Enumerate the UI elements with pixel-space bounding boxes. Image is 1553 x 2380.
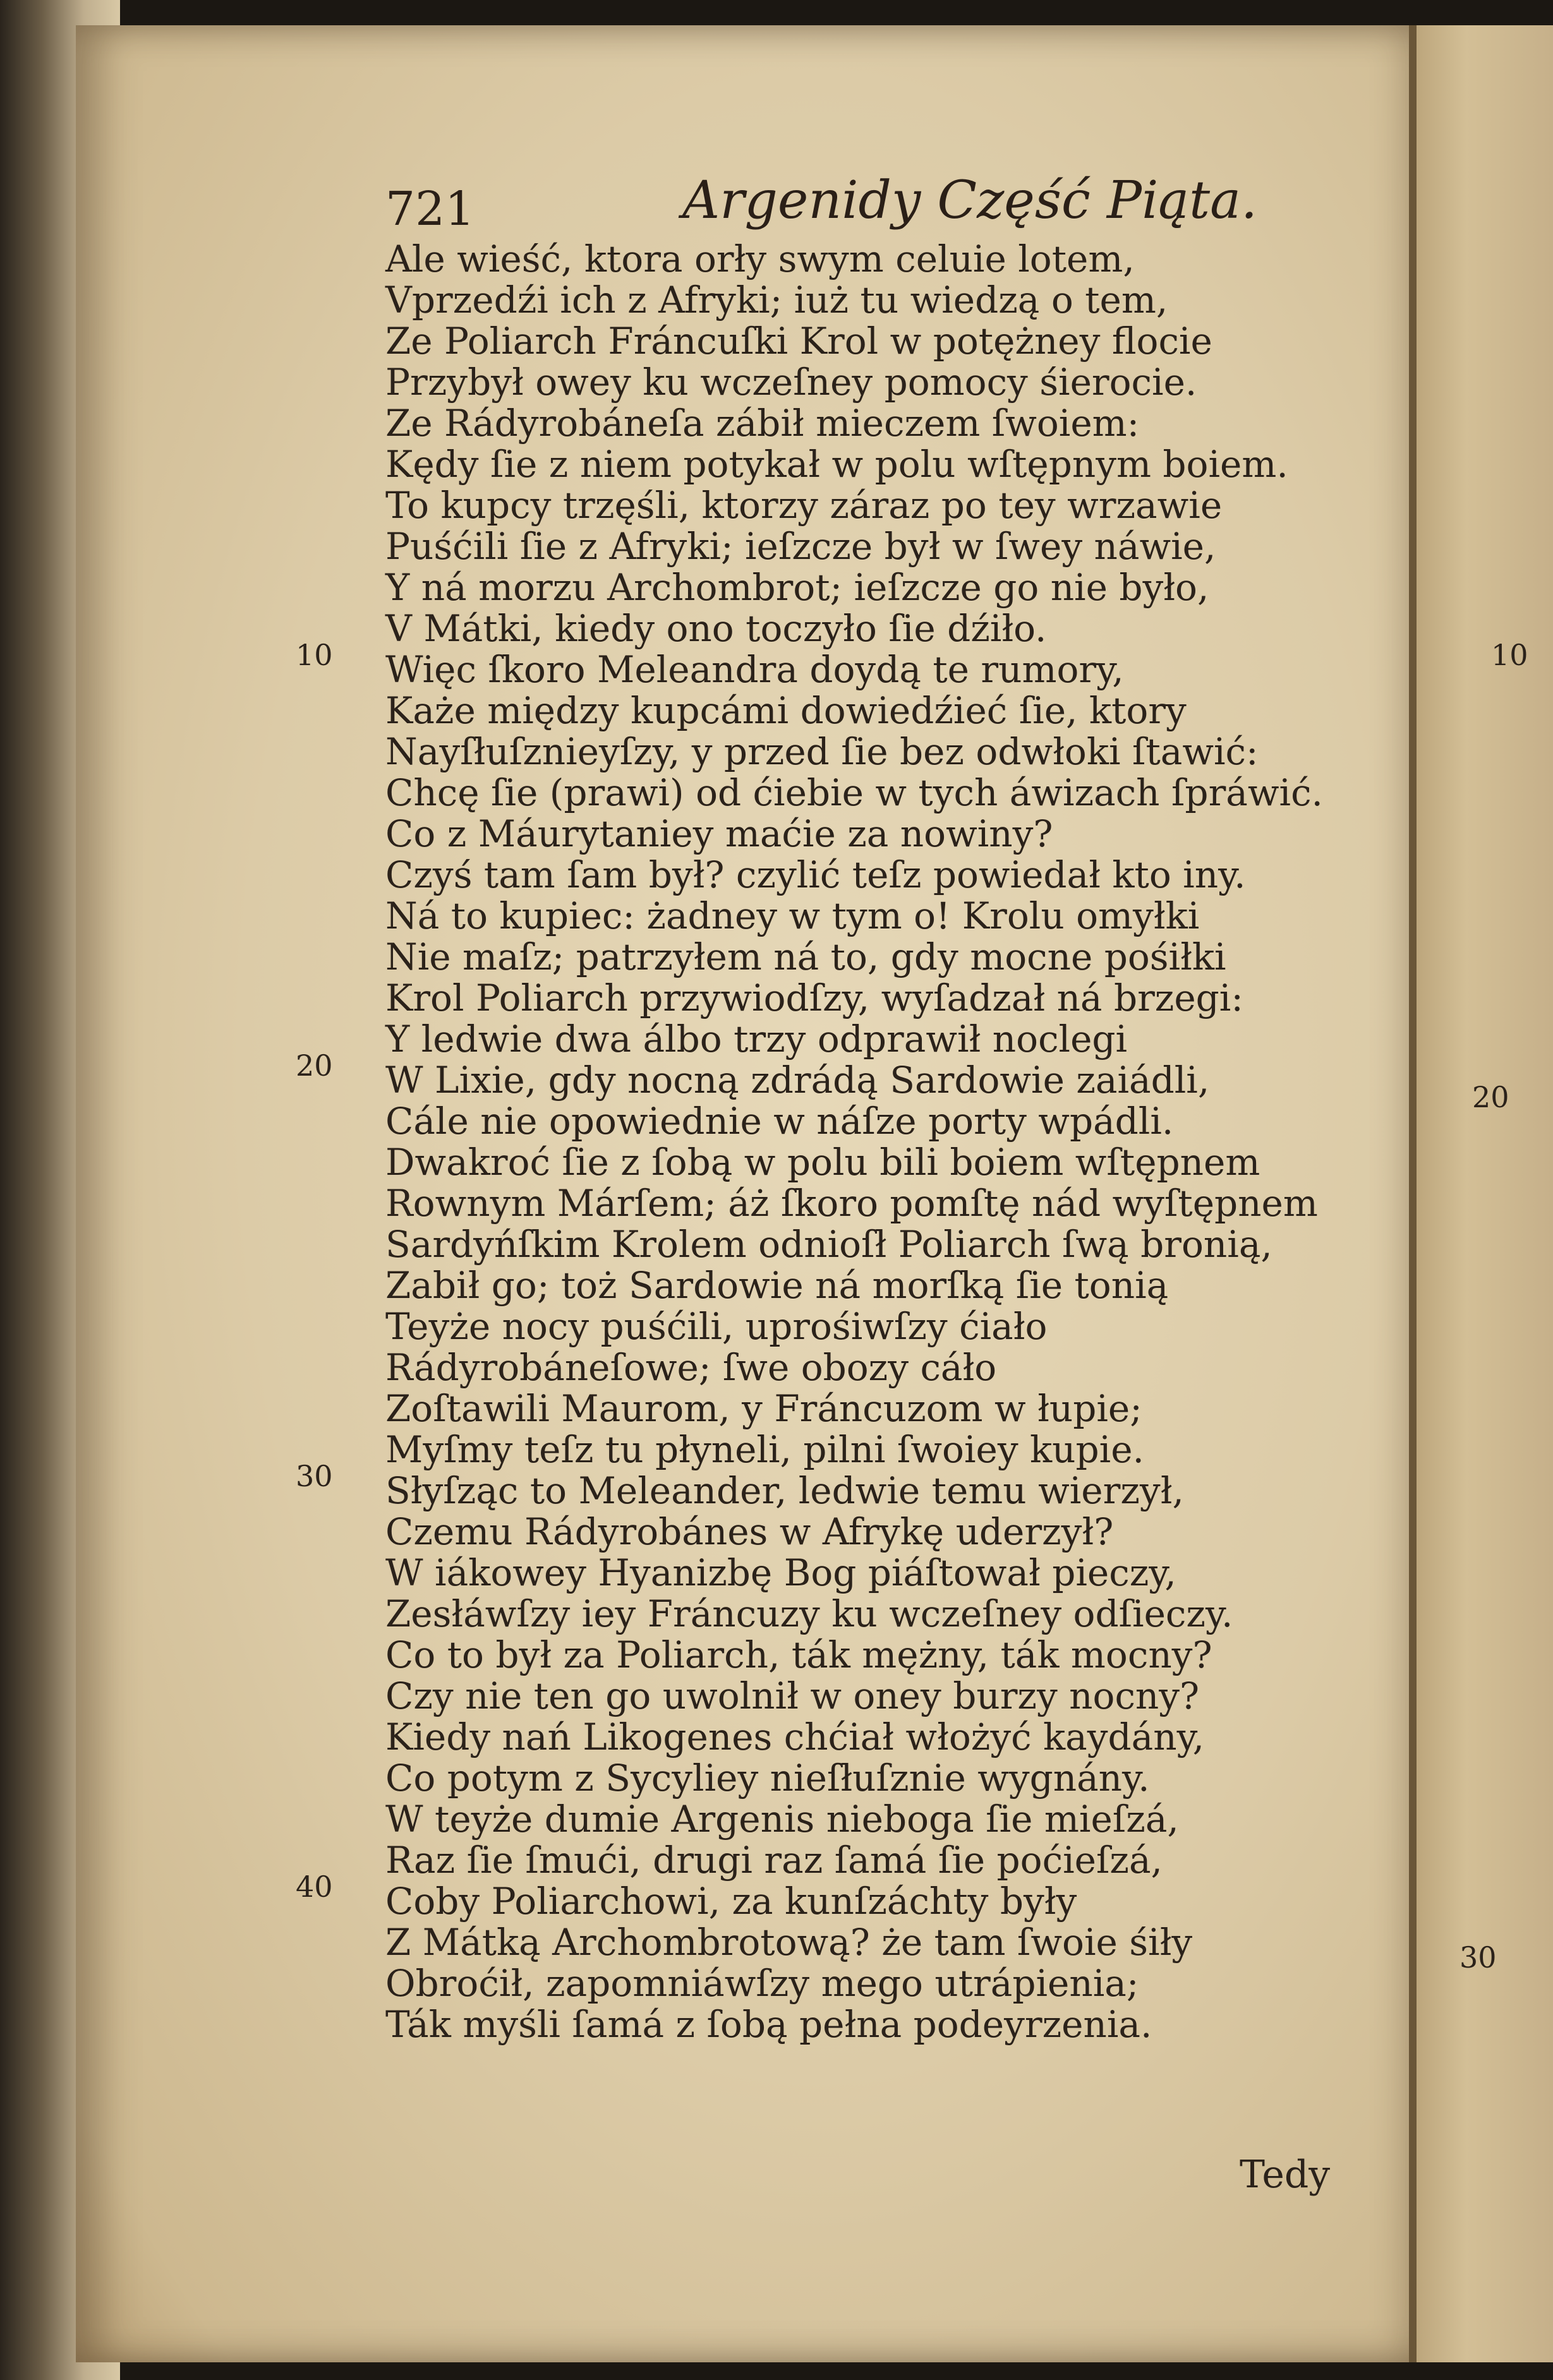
text-line: Krol Poliarch przywiodſzy, wyſadzał ná brzegi: [385,977,1243,1019]
page-number: 721 [385,182,475,236]
poem-text [385,239,1346,2045]
text-line: W iákowey Hyanizbę Bog piáſtował pieczy, [385,1551,1176,1594]
text-line: Każe między kupcámi dowiedźieć ſie, ktory [385,689,1187,732]
line-number-40: 40 [296,1870,333,1904]
running-title: Argenidy Część Piąta. [682,171,1258,231]
text-line: Z Mátką Archombrotową? że tam ſwoie śiły [385,1921,1193,1964]
text-line: Rádyrobáneſowe; ſwe obozy cáło [385,1346,997,1389]
text-line: Vprzedźi ich z Afryki; iuż tu wiedzą o tem, [385,279,1168,322]
facing-line-number-20: 20 [1472,1080,1509,1114]
text-line: Co z Máurytaniey maćie za nowiny? [385,812,1053,855]
facing-line-number-10: 10 [1491,638,1528,672]
text-line: Coby Poliarchowi, za kunſzáchty były [385,1880,1077,1923]
page-header [385,171,1270,240]
text-line: Sardyńſkim Krolem odnioſł Poliarch ſwą bronią, [385,1223,1272,1266]
text-line: Chcę ſie (prawi) od ćiebie w tych áwizach ſpráwić. [385,771,1323,814]
text-line: To kupcy trzęśli, ktorzy záraz po tey wrzawie [385,484,1223,527]
text-line: Teyże nocy puśćili, uprośiwſzy ćiało [385,1305,1048,1348]
text-line: Więc ſkoro Meleandra doydą te rumory, [385,648,1124,691]
text-line: W Lixie, gdy nocną zdrádą Sardowie zaiádli, [385,1059,1210,1102]
text-line: Czy nie ten go uwolnił w oney burzy nocny? [385,1674,1200,1717]
text-line: Puśćili ſie z Afryki; ieſzcze był w ſwey náwie, [385,525,1216,568]
text-line: Zabił go; toż Sardowie ná morſką ſie tonią [385,1264,1169,1307]
text-line: Nayſłuſznieyſzy, y przed ſie bez odwłoki ſtawić: [385,730,1259,773]
text-line: Nie maſz; patrzyłem ná to, gdy mocne pośiłki [385,935,1226,978]
line-number-30: 30 [296,1459,333,1493]
catchword: Tedy [1240,2153,1331,2197]
text-line: Czemu Rádyrobánes w Afrykę uderzył? [385,1510,1114,1553]
text-line: Zoſtawili Maurom, y Fráncuzom w łupie; [385,1387,1142,1430]
text-line: Co potym z Sycyliey nieſłuſznie wygnány. [385,1757,1150,1800]
text-line: Ze Rádyrobáneſa zábił mieczem ſwoiem: [385,402,1140,445]
text-line: Czyś tam ſam był? czylić teſz powiedał kto iny. [385,853,1246,896]
text-line: Y ná morzu Archombrot; ieſzcze go nie było, [385,566,1209,609]
text-line: Cále nie opowiednie w náſze porty wpádli. [385,1100,1174,1143]
text-line: V Mátki, kiedy ono toczyło ſie dźiło. [385,607,1047,650]
text-line: Przybył owey ku wczeſney pomocy śierocie. [385,361,1197,404]
text-line: Ale wieść, ktora orły swym celuie lotem, [385,237,1135,280]
text-line: Co to był za Poliarch, ták mężny, ták mocny? [385,1633,1212,1676]
line-number-20: 20 [296,1049,333,1083]
text-line: W teyże dumie Argenis nieboga ſie mieſzá, [385,1798,1179,1841]
text-line: Ze Poliarch Fráncuſki Krol w potężney flocie [385,320,1212,363]
text-line: Raz ſie ſmući, drugi raz ſamá ſie poćieſzá, [385,1839,1163,1882]
text-line: Dwakroć ſie z ſobą w polu bili boiem wſtępnem [385,1141,1260,1184]
facing-page-edge [1409,25,1553,2362]
text-line: Kiedy nań Likogenes chćiał włożyć kaydány, [385,1716,1205,1758]
text-line: Myſmy teſz tu płyneli, pilni ſwoiey kupie. [385,1428,1144,1471]
text-line: Obroćił, zapomniáwſzy mego utrápienia; [385,1962,1139,2005]
text-line: Y ledwie dwa álbo trzy odprawił noclegi [385,1018,1128,1061]
text-line: Ná to kupiec: żadney w tym o! Krolu omyłki [385,894,1200,937]
line-number-10: 10 [296,638,333,672]
text-line: Zesłáwſzy iey Fráncuzy ku wczeſney odſieczy. [385,1592,1233,1635]
facing-line-number-30: 30 [1459,1940,1497,1974]
text-line: Ták myśli ſamá z ſobą pełna podeyrzenia. [385,2003,1152,2046]
text-line: Słyſząc to Meleander, ledwie temu wierzył, [385,1469,1184,1512]
text-line: Kędy ſie z niem potykał w polu wſtępnym boiem. [385,443,1288,486]
text-line: Rownym Márſem; áż ſkoro pomſtę nád wyſtępnem [385,1182,1318,1225]
